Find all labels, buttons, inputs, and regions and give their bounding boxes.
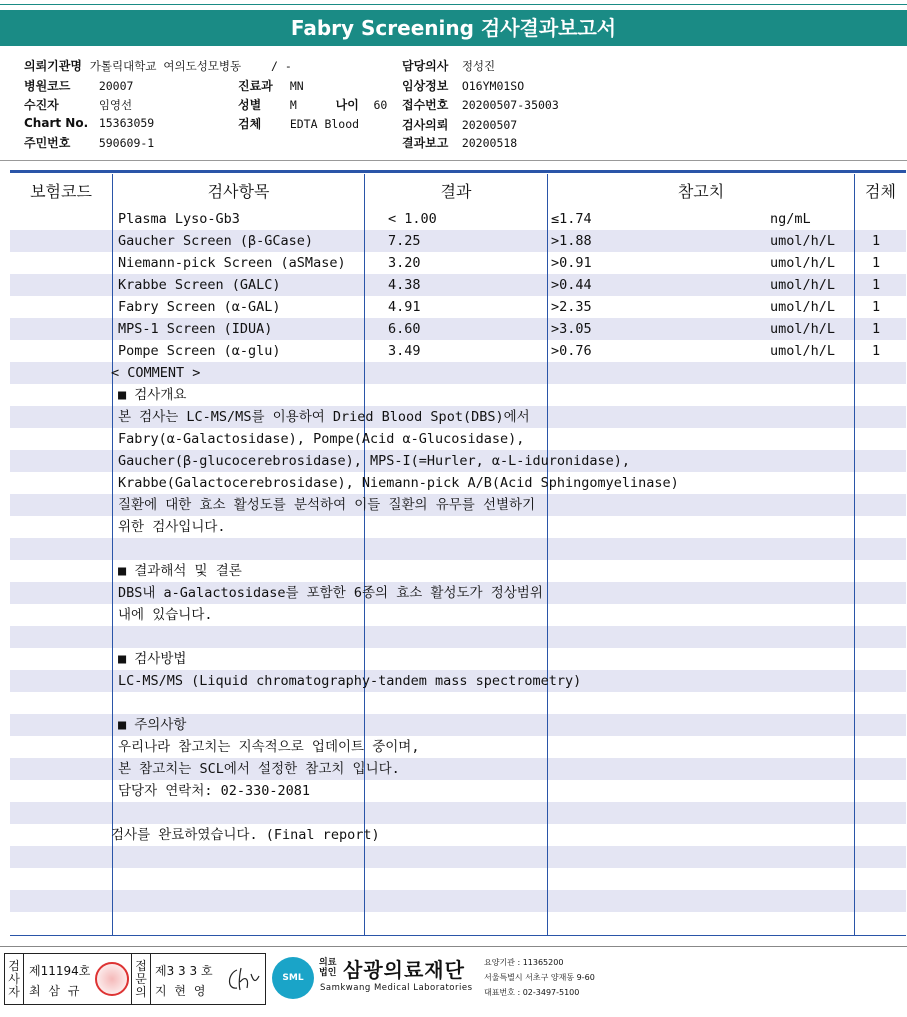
col-header-specimen: 검체 <box>865 182 896 201</box>
row-band <box>10 692 906 714</box>
request-value: 20200507 <box>461 118 518 132</box>
table-row <box>10 252 906 274</box>
specimen-cell: 1 <box>872 255 881 271</box>
row-band <box>10 846 906 868</box>
clinical-value: O16YM01SO <box>461 79 525 93</box>
specimen-cell: 1 <box>872 233 881 249</box>
chart-label: Chart No. <box>24 116 89 130</box>
reference-cell: >0.76 <box>551 343 592 359</box>
hospital-code-label: 병원코드 <box>24 79 71 93</box>
reference-cell: >0.91 <box>551 255 592 271</box>
sex-age-row <box>238 96 387 113</box>
patient-value: 임영선 <box>98 98 133 112</box>
receipt-row <box>402 96 559 113</box>
table-row <box>10 296 906 318</box>
corp-prefix-2: 법인 <box>319 968 337 978</box>
table-row <box>10 318 906 340</box>
doctor-value: 정성진 <box>461 59 496 73</box>
patient-label: 수진자 <box>24 98 59 112</box>
specimen-cell: 1 <box>872 321 881 337</box>
test-item-cell: MPS-1 Screen (IDUA) <box>118 321 273 337</box>
result-cell: 4.91 <box>388 299 421 315</box>
row-band <box>10 912 906 934</box>
comment-line: Fabry(α-Galactosidase), Pompe(Acid α-Glucosidase), <box>118 431 525 447</box>
comment-line: 검사를 완료하였습니다. (Final report) <box>111 827 380 843</box>
corp-name: 삼광의료재단 <box>343 958 465 982</box>
sig-divider <box>131 954 132 1004</box>
institution-label: 의뢰기관명 <box>24 59 82 73</box>
table-row <box>10 208 906 230</box>
clinical-row <box>402 77 524 94</box>
patient-row <box>24 96 132 113</box>
unit-cell: ng/mL <box>770 211 811 227</box>
reviewer-label: 접 문 의 <box>135 959 147 999</box>
reference-cell: >1.88 <box>551 233 592 249</box>
comment-line: 본 참고치는 SCL에서 설정한 참고치 입니다. <box>118 761 400 777</box>
institution-row <box>24 57 292 74</box>
signature-icon <box>223 964 263 994</box>
row-band <box>10 890 906 912</box>
reviewer-license: 제3 3 3 호 <box>155 964 213 978</box>
table-top-border <box>10 170 906 173</box>
unit-cell: umol/h/L <box>770 343 836 359</box>
footer-divider <box>0 946 907 947</box>
table-bottom-border <box>10 935 906 936</box>
header-divider <box>0 160 907 161</box>
table-row <box>10 230 906 252</box>
comment-line: ■ 검사개요 <box>118 387 187 403</box>
result-cell: 3.49 <box>388 343 421 359</box>
result-cell: 3.20 <box>388 255 421 271</box>
institution-value: 가톨릭대학교 여의도성모병동 <box>89 59 242 73</box>
test-item-cell: Gaucher Screen (β-GCase) <box>118 233 314 249</box>
table-row <box>10 274 906 296</box>
comment-line: 내에 있습니다. <box>118 607 213 623</box>
sml-logo-icon: SML <box>272 957 314 999</box>
examiner-label: 검 사 자 <box>8 959 20 999</box>
row-band <box>10 626 906 648</box>
sig-divider <box>23 954 24 1004</box>
comment-line: 질환에 대한 효소 활성도를 분석하여 이들 질환의 유무를 선별하기 <box>118 497 536 513</box>
resident-label: 주민번호 <box>24 136 71 150</box>
test-item-cell: Pompe Screen (α-glu) <box>118 343 281 359</box>
sex-value: M <box>289 98 297 112</box>
doctor-label: 담당의사 <box>402 59 449 73</box>
test-item-cell: Fabry Screen (α-GAL) <box>118 299 281 315</box>
corp-prefix-1: 의료 <box>319 958 337 968</box>
row-band <box>10 868 906 890</box>
corp-english-name: Samkwang Medical Laboratories <box>320 983 473 993</box>
specimen-cell: 1 <box>872 299 881 315</box>
dept-label: 진료과 <box>238 79 273 93</box>
hospital-code-value: 20007 <box>98 79 134 93</box>
report-value: 20200518 <box>461 136 518 150</box>
specimen-cell: 1 <box>872 343 881 359</box>
corp-code: 요양기관 : 11365200 <box>484 958 564 967</box>
comment-line: ■ 검사방법 <box>118 651 187 667</box>
reviewer-name: 지 현 영 <box>155 984 208 998</box>
corp-prefix <box>319 958 336 978</box>
comment-line: Gaucher(β-glucocerebrosidase), MPS-I(=Hurler, α-L-iduronidase), <box>118 453 631 469</box>
reference-cell: ≤1.74 <box>551 211 592 227</box>
report-title: Fabry Screening 검사결과보고서 <box>0 10 907 46</box>
comment-line: ■ 주의사항 <box>118 717 187 733</box>
comment-line: 본 검사는 LC-MS/MS를 이용하여 Dried Blood Spot(DBS)에서 <box>118 409 530 425</box>
specimen-label: 검체 <box>238 117 262 131</box>
hospital-code-row <box>24 77 133 94</box>
resident-value: 590609-1 <box>98 136 155 150</box>
receipt-value: 20200507-35003 <box>461 98 559 112</box>
specimen-row <box>238 115 359 132</box>
test-item-cell: Krabbe Screen (GALC) <box>118 277 281 293</box>
result-cell: 7.25 <box>388 233 421 249</box>
row-band <box>10 802 906 824</box>
unit-cell: umol/h/L <box>770 255 836 271</box>
row-band <box>10 538 906 560</box>
ward-value: / - <box>270 59 292 73</box>
comment-line: LC-MS/MS (Liquid chromatography-tandem mass spectrometry) <box>118 673 582 689</box>
specimen-cell: 1 <box>872 277 881 293</box>
examiner-name: 최 삼 규 <box>29 984 82 998</box>
results-table <box>10 174 906 936</box>
examiner-license: 제11194호 <box>29 964 91 978</box>
top-border <box>0 4 907 5</box>
comment-line: 담당자 연락처: 02-330-2081 <box>118 783 311 799</box>
corp-address: 서울특별시 서초구 양재동 9-60 <box>484 973 595 982</box>
resident-row <box>24 134 154 151</box>
test-item-cell: Plasma Lyso-Gb3 <box>118 211 240 227</box>
request-label: 검사의뢰 <box>402 118 449 132</box>
request-row <box>402 116 517 133</box>
result-cell: 6.60 <box>388 321 421 337</box>
comment-line: ■ 결과해석 및 결론 <box>118 563 242 579</box>
report-label: 결과보고 <box>402 136 449 150</box>
comment-line: < COMMENT > <box>111 365 201 381</box>
age-label: 나이 <box>335 98 359 112</box>
unit-cell: umol/h/L <box>770 277 836 293</box>
sig-divider <box>150 954 151 1004</box>
col-header-insurance-code: 보험코드 <box>30 182 92 201</box>
reference-cell: >0.44 <box>551 277 592 293</box>
sex-label: 성별 <box>238 98 262 112</box>
result-cell: 4.38 <box>388 277 421 293</box>
unit-cell: umol/h/L <box>770 233 836 249</box>
clinical-label: 임상정보 <box>402 79 449 93</box>
comment-line: Krabbe(Galactocerebrosidase), Niemann-pick A/B(Acid Sphingomyelinase) <box>118 475 679 491</box>
unit-cell: umol/h/L <box>770 321 836 337</box>
unit-cell: umol/h/L <box>770 299 836 315</box>
receipt-label: 접수번호 <box>402 98 449 112</box>
age-value: 60 <box>373 98 388 112</box>
test-item-cell: Niemann-pick Screen (aSMase) <box>118 255 346 271</box>
chart-value: 15363059 <box>98 116 155 130</box>
corp-phone: 대표번호 : 02-3497-5100 <box>484 988 580 997</box>
chart-row <box>24 116 154 130</box>
col-header-result: 결과 <box>440 182 472 201</box>
comment-line: 위한 검사입니다. <box>118 519 226 535</box>
dept-value: MN <box>289 79 304 93</box>
col-header-test-item: 검사항목 <box>207 182 270 201</box>
comment-line: 우리나라 참고치는 지속적으로 업데이트 중이며, <box>118 739 420 755</box>
doctor-row <box>402 57 495 74</box>
report-date-row <box>402 134 517 151</box>
reference-cell: >2.35 <box>551 299 592 315</box>
col-header-reference: 참고치 <box>677 182 725 201</box>
specimen-value: EDTA Blood <box>289 117 360 131</box>
table-row <box>10 340 906 362</box>
result-cell: < 1.00 <box>388 211 437 227</box>
dept-row <box>238 77 304 94</box>
official-seal-icon <box>95 962 129 996</box>
reference-cell: >3.05 <box>551 321 592 337</box>
comment-line: DBS내 a-Galactosidase를 포함한 6종의 효소 활성도가 정상범위 <box>118 585 543 601</box>
signature-box <box>4 953 266 1005</box>
